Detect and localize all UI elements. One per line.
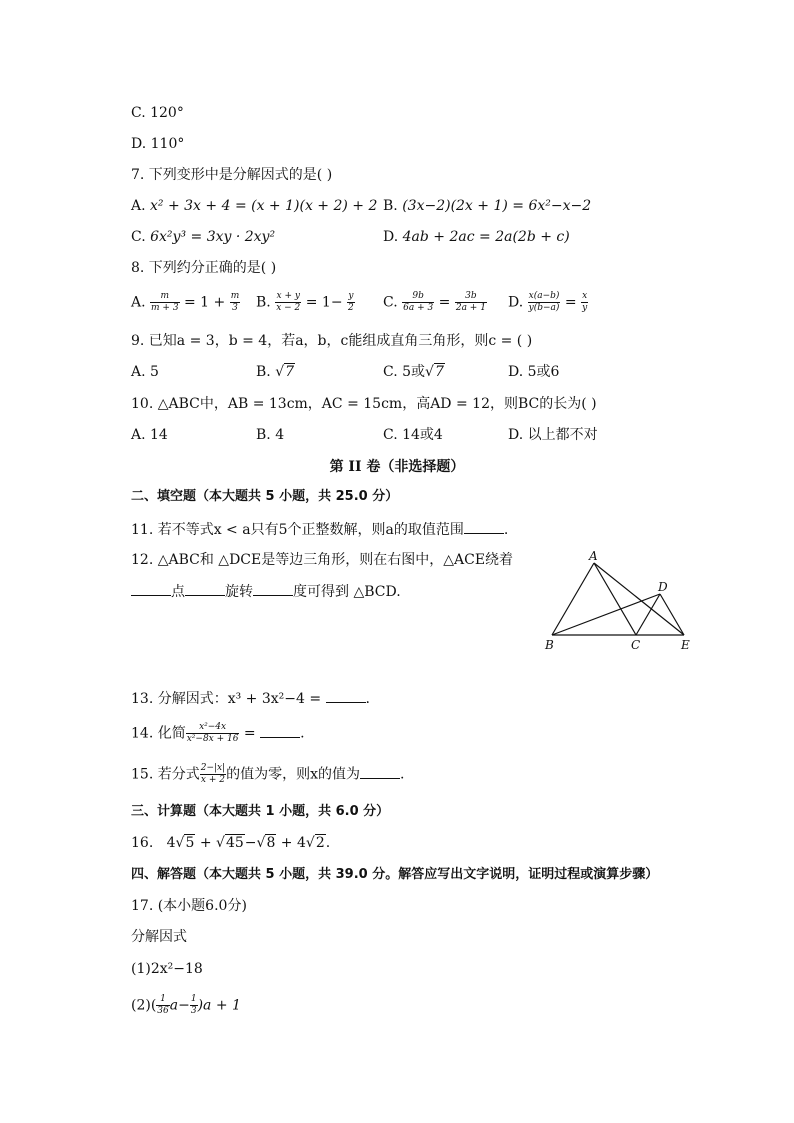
vertex-label-a: A (589, 549, 598, 563)
q17-stem: 17. (本小题6.0分) (131, 898, 247, 914)
denominator: x²−8x + 16 (186, 734, 239, 744)
answer-blank (360, 764, 400, 779)
fraction (230, 291, 241, 314)
fraction (150, 291, 180, 314)
triangle-figure (540, 545, 700, 655)
option-expression: (3x−2)(2x + 1) = 6x²−x−2 (402, 198, 592, 214)
segment-ac (594, 563, 636, 635)
option-label: A. (131, 294, 146, 311)
q6-option-c: C. 120° (131, 105, 184, 121)
square-root: √7 (275, 364, 295, 380)
radicand: 45 (225, 835, 244, 851)
punctuation: . (325, 835, 331, 851)
q9-option-d: D. 5或6 (508, 364, 560, 380)
vertex-label-c: C (631, 638, 641, 652)
radicand: 2 (315, 835, 325, 851)
denominator: x + 2 (200, 775, 225, 785)
q9-option-b (256, 362, 295, 382)
q9-option-c (383, 362, 445, 382)
q13 (131, 688, 370, 709)
answer-blank (185, 581, 225, 596)
option-label: D. (383, 229, 399, 245)
answer-blank (464, 519, 504, 534)
coefficient: 4 (166, 835, 176, 851)
option-label: C. 5或 (383, 364, 426, 380)
q14 (131, 722, 305, 745)
operator: = 1 + (184, 294, 226, 311)
operator: = 1− (305, 294, 343, 311)
q16 (131, 833, 330, 853)
question-text: 的值为零，则x的值为 (226, 766, 361, 783)
radicand: 7 (285, 364, 295, 380)
question-number: 16. (131, 835, 154, 851)
q8-option-a (131, 291, 240, 314)
numerator: 1 (156, 994, 169, 1006)
option-label: C. (131, 229, 146, 245)
radicand: 5 (185, 835, 195, 851)
fraction (186, 722, 240, 745)
q6-option-d: D. 110° (131, 136, 185, 152)
q11 (131, 519, 508, 540)
radicand: 8 (266, 835, 276, 851)
numerator: x + y (276, 291, 300, 301)
vertex-label-e: E (681, 638, 690, 652)
numerator: 2−|x| (200, 763, 226, 773)
option-label: B. (256, 294, 271, 311)
q7-option-b (383, 196, 591, 216)
square-root: √2 (305, 835, 325, 851)
option-expression: 6x²y³ = 3xy · 2xy² (150, 229, 276, 245)
section-solution-heading: 四、解答题（本大题共 5 小题，共 39.0 分。解答应写出文字说明，证明过程或演算步骤） (131, 867, 659, 882)
section-fill-blank-heading: 二、填空题（本大题共 5 小题，共 25.0 分） (131, 489, 399, 504)
denominator: 2a + 1 (455, 303, 486, 313)
q12-line1: 12. △ABC和 △DCE是等边三角形，则在右图中，△ACE绕着 (131, 552, 514, 568)
fraction (190, 994, 198, 1017)
numerator: x²−4x (186, 722, 240, 734)
segment-bd (552, 594, 660, 635)
operator: = (243, 725, 256, 742)
answer-blank (260, 723, 300, 738)
segment-ab (552, 563, 594, 635)
option-label: B. (256, 364, 271, 380)
q17-part1: (1)2x²−18 (131, 961, 203, 977)
question-text: 11. 若不等式x < a只有5个正整数解，则a的取值范围 (131, 522, 464, 538)
option-expression: 4ab + 2ac = 2a(2b + c) (402, 229, 570, 245)
fraction (581, 291, 588, 314)
q17-intro: 分解因式 (131, 929, 187, 945)
numerator: 9b (402, 291, 434, 303)
q8-option-d (508, 291, 588, 314)
expression-text: (2)( (131, 997, 157, 1014)
answer-blank (131, 581, 171, 596)
vertex-label-d: D (658, 580, 668, 594)
square-root: √8 (256, 835, 276, 851)
operator: = (564, 294, 577, 311)
square-root: √5 (175, 835, 195, 851)
denominator: 2 (348, 303, 354, 313)
q10-option-d: D. 以上都不对 (508, 427, 598, 443)
segment-de (660, 594, 684, 635)
operator: = (438, 294, 451, 311)
q8-option-c (383, 291, 487, 314)
operator: + (195, 835, 217, 851)
punctuation: . (400, 766, 405, 783)
denominator: 3 (190, 1006, 197, 1016)
denominator: 3 (232, 303, 238, 313)
square-root: √45 (216, 835, 244, 851)
question-text: 旋转 (225, 584, 253, 600)
question-text: 点 (171, 584, 185, 600)
option-expression: x² + 3x + 4 = (x + 1)(x + 2) + 2 (150, 198, 378, 214)
q7-option-c (131, 227, 275, 247)
q10-option-c: C. 14或4 (383, 427, 443, 443)
punctuation: . (300, 725, 305, 742)
numerator: y (348, 291, 354, 301)
answer-blank (253, 581, 293, 596)
fraction (200, 763, 226, 786)
option-label: B. (383, 198, 398, 214)
option-label: D. (508, 294, 524, 311)
q12-line2 (131, 581, 401, 602)
fraction (347, 291, 355, 314)
numerator: x(a−b) (528, 291, 560, 301)
q8-option-b (256, 291, 355, 314)
denominator: y(b−a) (528, 303, 560, 313)
numerator: x (582, 291, 588, 301)
radicand: 7 (434, 364, 444, 380)
question-text: 13. 分解因式：x³ + 3x²−4 = (131, 691, 322, 707)
numerator: m (150, 291, 180, 303)
denominator: 6a + 3 (403, 303, 434, 313)
denominator: x − 2 (276, 303, 301, 313)
denominator: y (582, 303, 588, 313)
q10-option-b: B. 4 (256, 427, 285, 443)
question-text: 15. 若分式 (131, 766, 200, 783)
q10-option-a: A. 14 (131, 427, 168, 443)
square-root: √7 (425, 364, 444, 380)
section-calculation-heading: 三、计算题（本大题共 1 小题，共 6.0 分） (131, 804, 390, 819)
q9-option-a: A. 5 (131, 364, 159, 380)
option-label: C. (383, 294, 398, 311)
denominator: 36 (157, 1006, 169, 1016)
punctuation: . (503, 522, 509, 538)
fraction (528, 291, 561, 314)
expression-text: a− (169, 997, 190, 1014)
q9-stem: 9. 已知a = 3，b = 4，若a，b，c能组成直角三角形，则c = ( ) (131, 333, 533, 349)
q15 (131, 763, 405, 786)
operator: − (244, 835, 257, 851)
segment-ae (594, 563, 684, 635)
q8-stem: 8. 下列约分正确的是( ) (131, 260, 277, 276)
part2-title: 第 II 卷（非选择题） (329, 459, 465, 475)
question-text: 度可得到 △BCD. (293, 584, 401, 600)
q7-stem: 7. 下列变形中是分解因式的是( ) (131, 167, 333, 183)
answer-blank (326, 688, 366, 703)
fraction (455, 291, 487, 314)
punctuation: . (365, 691, 370, 707)
denominator: m + 3 (151, 303, 179, 313)
question-text: 14. 化简 (131, 725, 186, 742)
fraction (275, 291, 301, 314)
fraction (402, 291, 434, 314)
numerator: 1 (190, 994, 197, 1004)
q17-part2 (131, 994, 241, 1017)
operator: + 4 (276, 835, 306, 851)
fraction (156, 994, 169, 1017)
vertex-label-b: B (545, 638, 554, 652)
numerator: 3b (455, 291, 487, 303)
numerator: m (230, 291, 240, 301)
q7-option-d (383, 227, 570, 247)
q7-option-a (131, 196, 377, 216)
expression-text: )a + 1 (197, 997, 241, 1014)
option-label: A. (131, 198, 146, 214)
q10-stem: 10. △ABC中，AB = 13cm，AC = 15cm，高AD = 12，则BC的长为( ) (131, 396, 597, 412)
